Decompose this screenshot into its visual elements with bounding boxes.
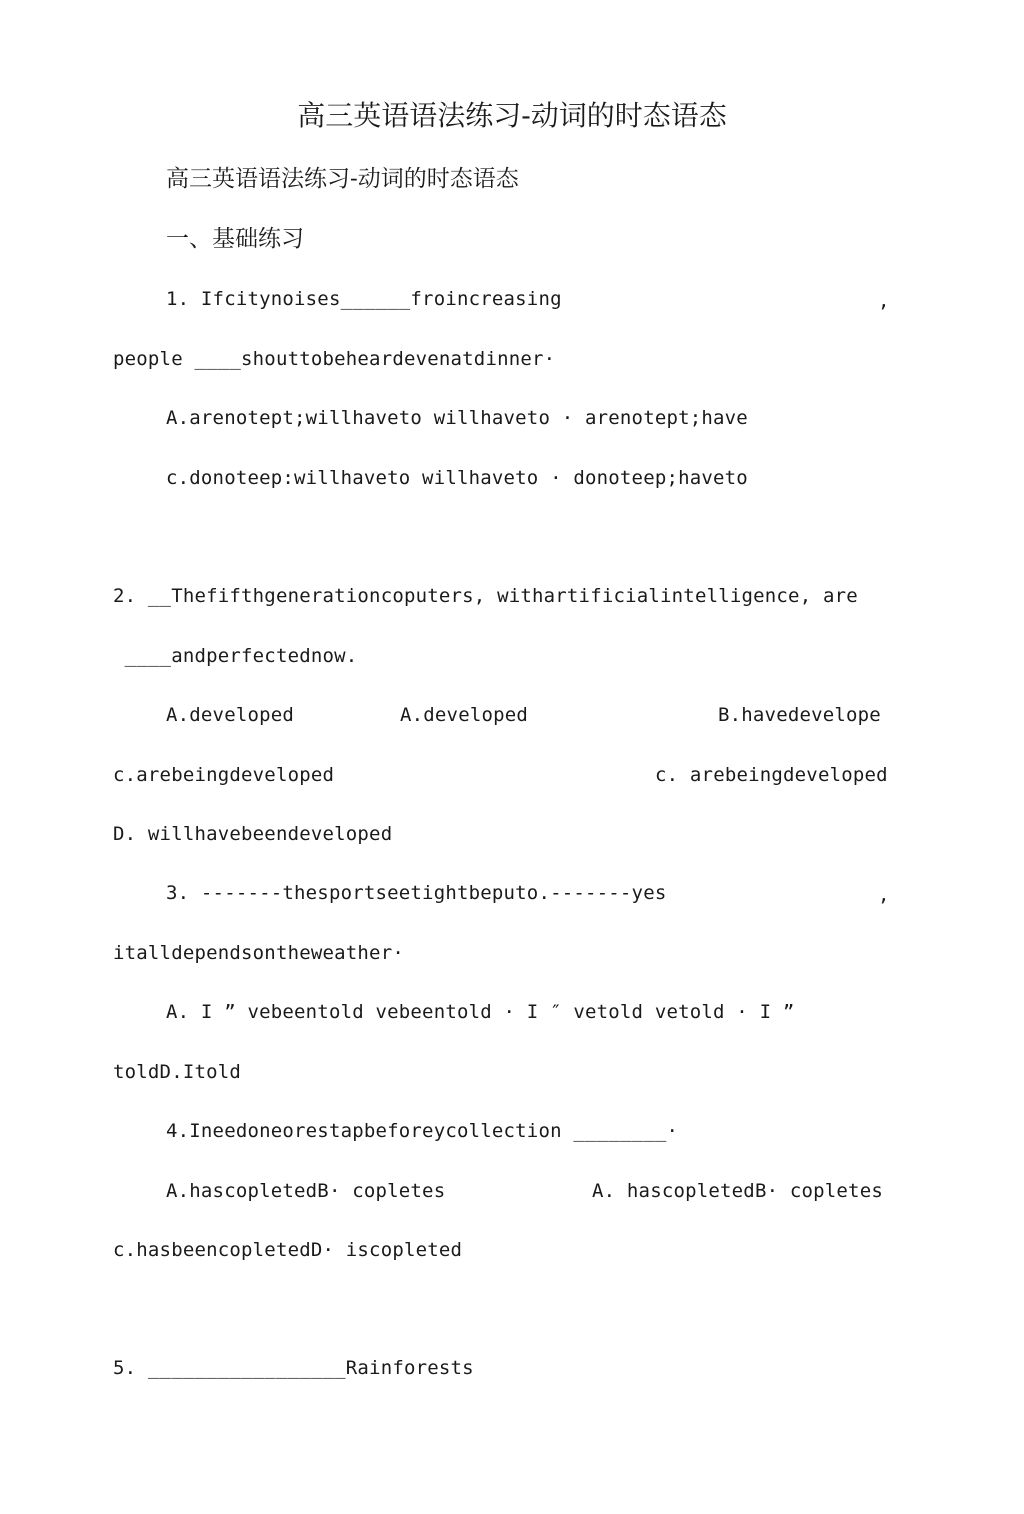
question-2-option-a: A.developed: [166, 704, 295, 726]
question-2-option-d: D. willhavebeendeveloped: [113, 823, 393, 845]
question-4-options-c: c.hasbeencopletedD· iscopleted: [113, 1239, 463, 1261]
question-1-options-a: A.arenotept;willhaveto willhaveto · arenotept;have: [166, 407, 748, 429]
question-2-stem-continued: ____andperfectednow.: [113, 645, 358, 667]
question-1-stem: 1. Ifcitynoises______froincreasing: [166, 288, 562, 310]
question-2-option-c-duplicate: c. arebeingdeveloped: [655, 764, 888, 786]
question-1-options-c: c.donoteep:willhaveto willhaveto · donoteep;haveto: [166, 467, 748, 489]
question-2-stem: 2. __Thefifthgenerationcoputers, withartificialintelligence, are: [113, 585, 858, 607]
question-2-option-c: c.arebeingdeveloped: [113, 764, 335, 786]
question-4-stem: 4.Ineedoneorestapbeforeycollection ________·: [166, 1120, 679, 1142]
question-4-options-a-duplicate: A. hascopletedB· copletes: [592, 1180, 883, 1202]
question-3-stem: 3. -------thesportseetightbeputo.-------yes: [166, 882, 667, 904]
question-1-comma: ,: [878, 290, 890, 312]
question-3-options-d: toldD.Itold: [113, 1061, 242, 1083]
question-3-stem-continued: italldependsontheweather·: [113, 942, 404, 964]
page-title: 高三英语语法练习-动词的时态语态: [297, 99, 727, 132]
question-1-stem-continued: people ____shouttobeheardevenatdinner·: [113, 348, 556, 370]
question-3-comma: ,: [878, 884, 890, 906]
question-4-options-a: A.hascopletedB· copletes: [166, 1180, 446, 1202]
question-3-options-a: A. I ” vebeentold vebeentold · I ″ vetold vetold · I ”: [166, 1001, 795, 1023]
question-5-stem: 5. _________________Rainforests: [113, 1357, 474, 1379]
page-subtitle: 高三英语语法练习-动词的时态语态: [166, 166, 519, 192]
question-2-option-a-duplicate: A.developed: [400, 704, 529, 726]
question-2-option-b: B.havedevelope: [718, 704, 881, 726]
section-heading: 一、基础练习: [166, 226, 304, 252]
